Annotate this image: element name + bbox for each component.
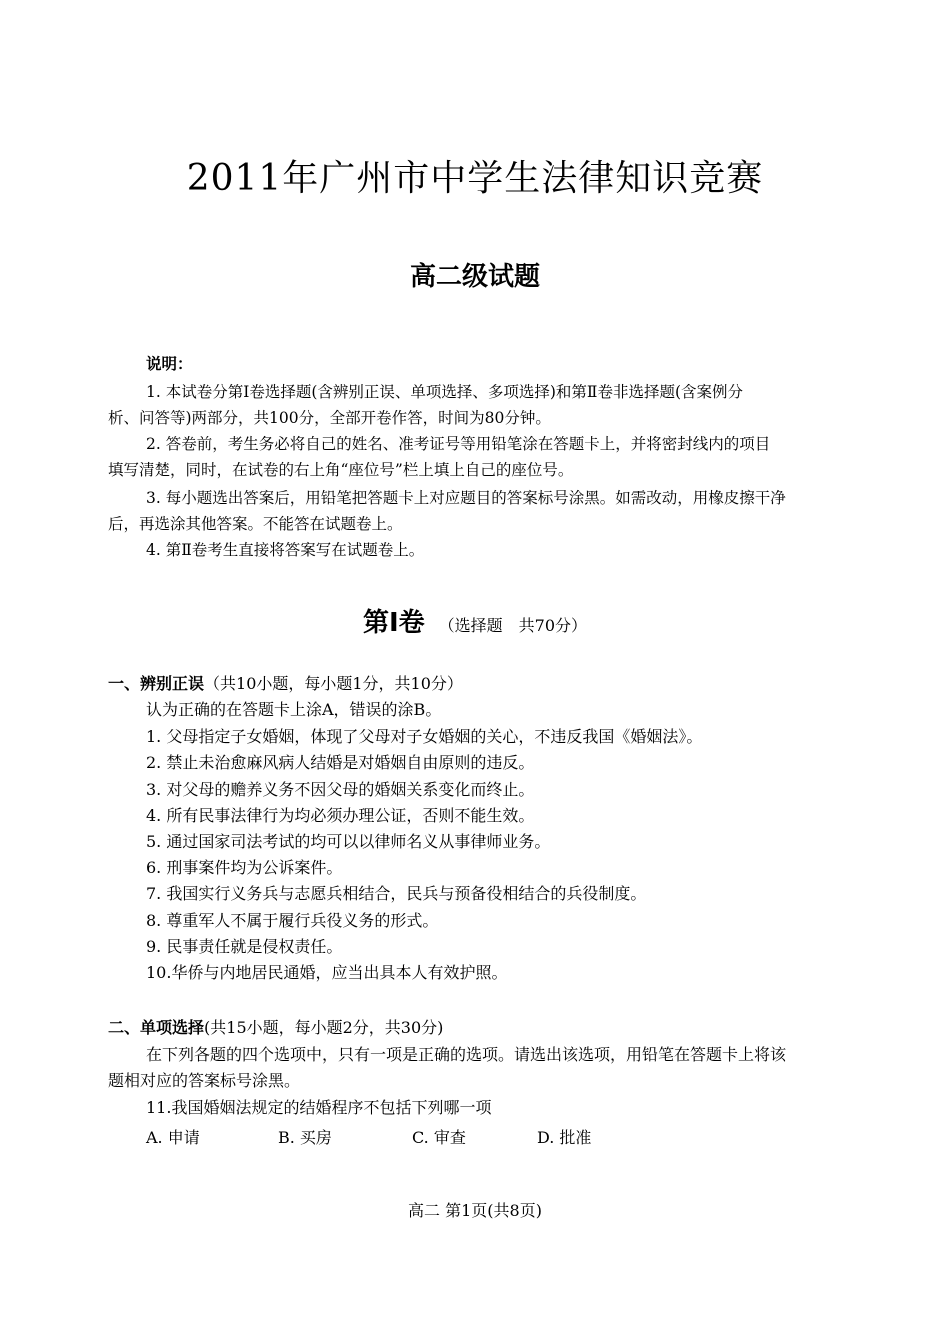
instruction-line: 后，再选涂其他答案。不能答在试题卷上。 xyxy=(108,515,403,533)
section-heading-label: 二、单项选择 xyxy=(108,1018,205,1037)
page-footer: 高二 第1页(共8页) xyxy=(408,1201,542,1220)
instruction-line: 2. 答卷前，考生务必将自己的姓名、准考证号等用铅笔涂在答题卡上，并将密封线内的项目 xyxy=(146,435,771,453)
section-instruction: 题相对应的答案标号涂黑。 xyxy=(108,1071,301,1090)
question-item: 4. 所有民事法律行为均必须办理公证，否则不能生效。 xyxy=(146,806,535,825)
section-heading-detail: (共15小题，每小题2分，共30分) xyxy=(204,1018,444,1037)
instruction-line: 4. 第Ⅱ卷考生直接将答案写在试题卷上。 xyxy=(146,541,425,559)
answer-option-b: B. 买房 xyxy=(278,1128,332,1147)
section-heading xyxy=(108,674,463,694)
question-item: 1. 父母指定子女婚姻，体现了父母对子女婚姻的关心，不违反我国《婚姻法》。 xyxy=(146,727,703,746)
answer-option-a: A. 申请 xyxy=(146,1128,200,1147)
question-item: 8. 尊重军人不属于履行兵役义务的形式。 xyxy=(146,911,439,930)
part-one-title: 第Ⅰ卷 xyxy=(362,608,425,638)
part-one-note: （选择题 共70分） xyxy=(438,616,588,635)
part-one-header xyxy=(0,602,950,639)
section-heading-detail: （共10小题，每小题1分，共10分） xyxy=(204,674,463,693)
section-instruction: 认为正确的在答题卡上涂A，错误的涂B。 xyxy=(146,700,442,719)
section-instruction: 在下列各题的四个选项中，只有一项是正确的选项。请选出该选项，用铅笔在答题卡上将该 xyxy=(146,1045,787,1064)
question-item: 6. 刑事案件均为公诉案件。 xyxy=(146,858,343,877)
page-subtitle: 高二级试题 xyxy=(409,262,540,292)
page-title: 2011年广州市中学生法律知识竞赛 xyxy=(186,158,764,199)
question-item: 11.我国婚姻法规定的结婚程序不包括下列哪一项 xyxy=(146,1098,492,1117)
instruction-line: 析、问答等)两部分，共100分，全部开卷作答，时间为80分钟。 xyxy=(108,409,551,427)
answer-option-d: D. 批准 xyxy=(537,1128,592,1147)
section-heading-label: 一、辨别正误 xyxy=(108,674,205,693)
question-item: 3. 对父母的赡养义务不因父母的婚姻关系变化而终止。 xyxy=(146,780,535,799)
answer-option-c: C. 审查 xyxy=(412,1128,466,1147)
instruction-line: 1. 本试卷分第Ⅰ卷选择题(含辨别正误、单项选择、多项选择)和第Ⅱ卷非选择题(含案例分 xyxy=(146,383,744,401)
question-item: 10.华侨与内地居民通婚，应当出具本人有效护照。 xyxy=(146,963,508,982)
question-item: 5. 通过国家司法考试的均可以以律师名义从事律师业务。 xyxy=(146,832,551,851)
question-item: 9. 民事责任就是侵权责任。 xyxy=(146,937,343,956)
instruction-line: 填写清楚，同时，在试卷的右上角“座位号”栏上填上自己的座位号。 xyxy=(108,461,574,479)
question-item: 7. 我国实行义务兵与志愿兵相结合，民兵与预备役相结合的兵役制度。 xyxy=(146,884,647,903)
section-heading xyxy=(108,1018,443,1038)
instruction-line: 3. 每小题选出答案后，用铅笔把答题卡上对应题目的答案标号涂黑。如需改动，用橡皮擦干净 xyxy=(146,489,786,507)
question-item: 2. 禁止未治愈麻风病人结婚是对婚姻自由原则的违反。 xyxy=(146,753,535,772)
instructions-heading: 说明： xyxy=(146,354,193,373)
